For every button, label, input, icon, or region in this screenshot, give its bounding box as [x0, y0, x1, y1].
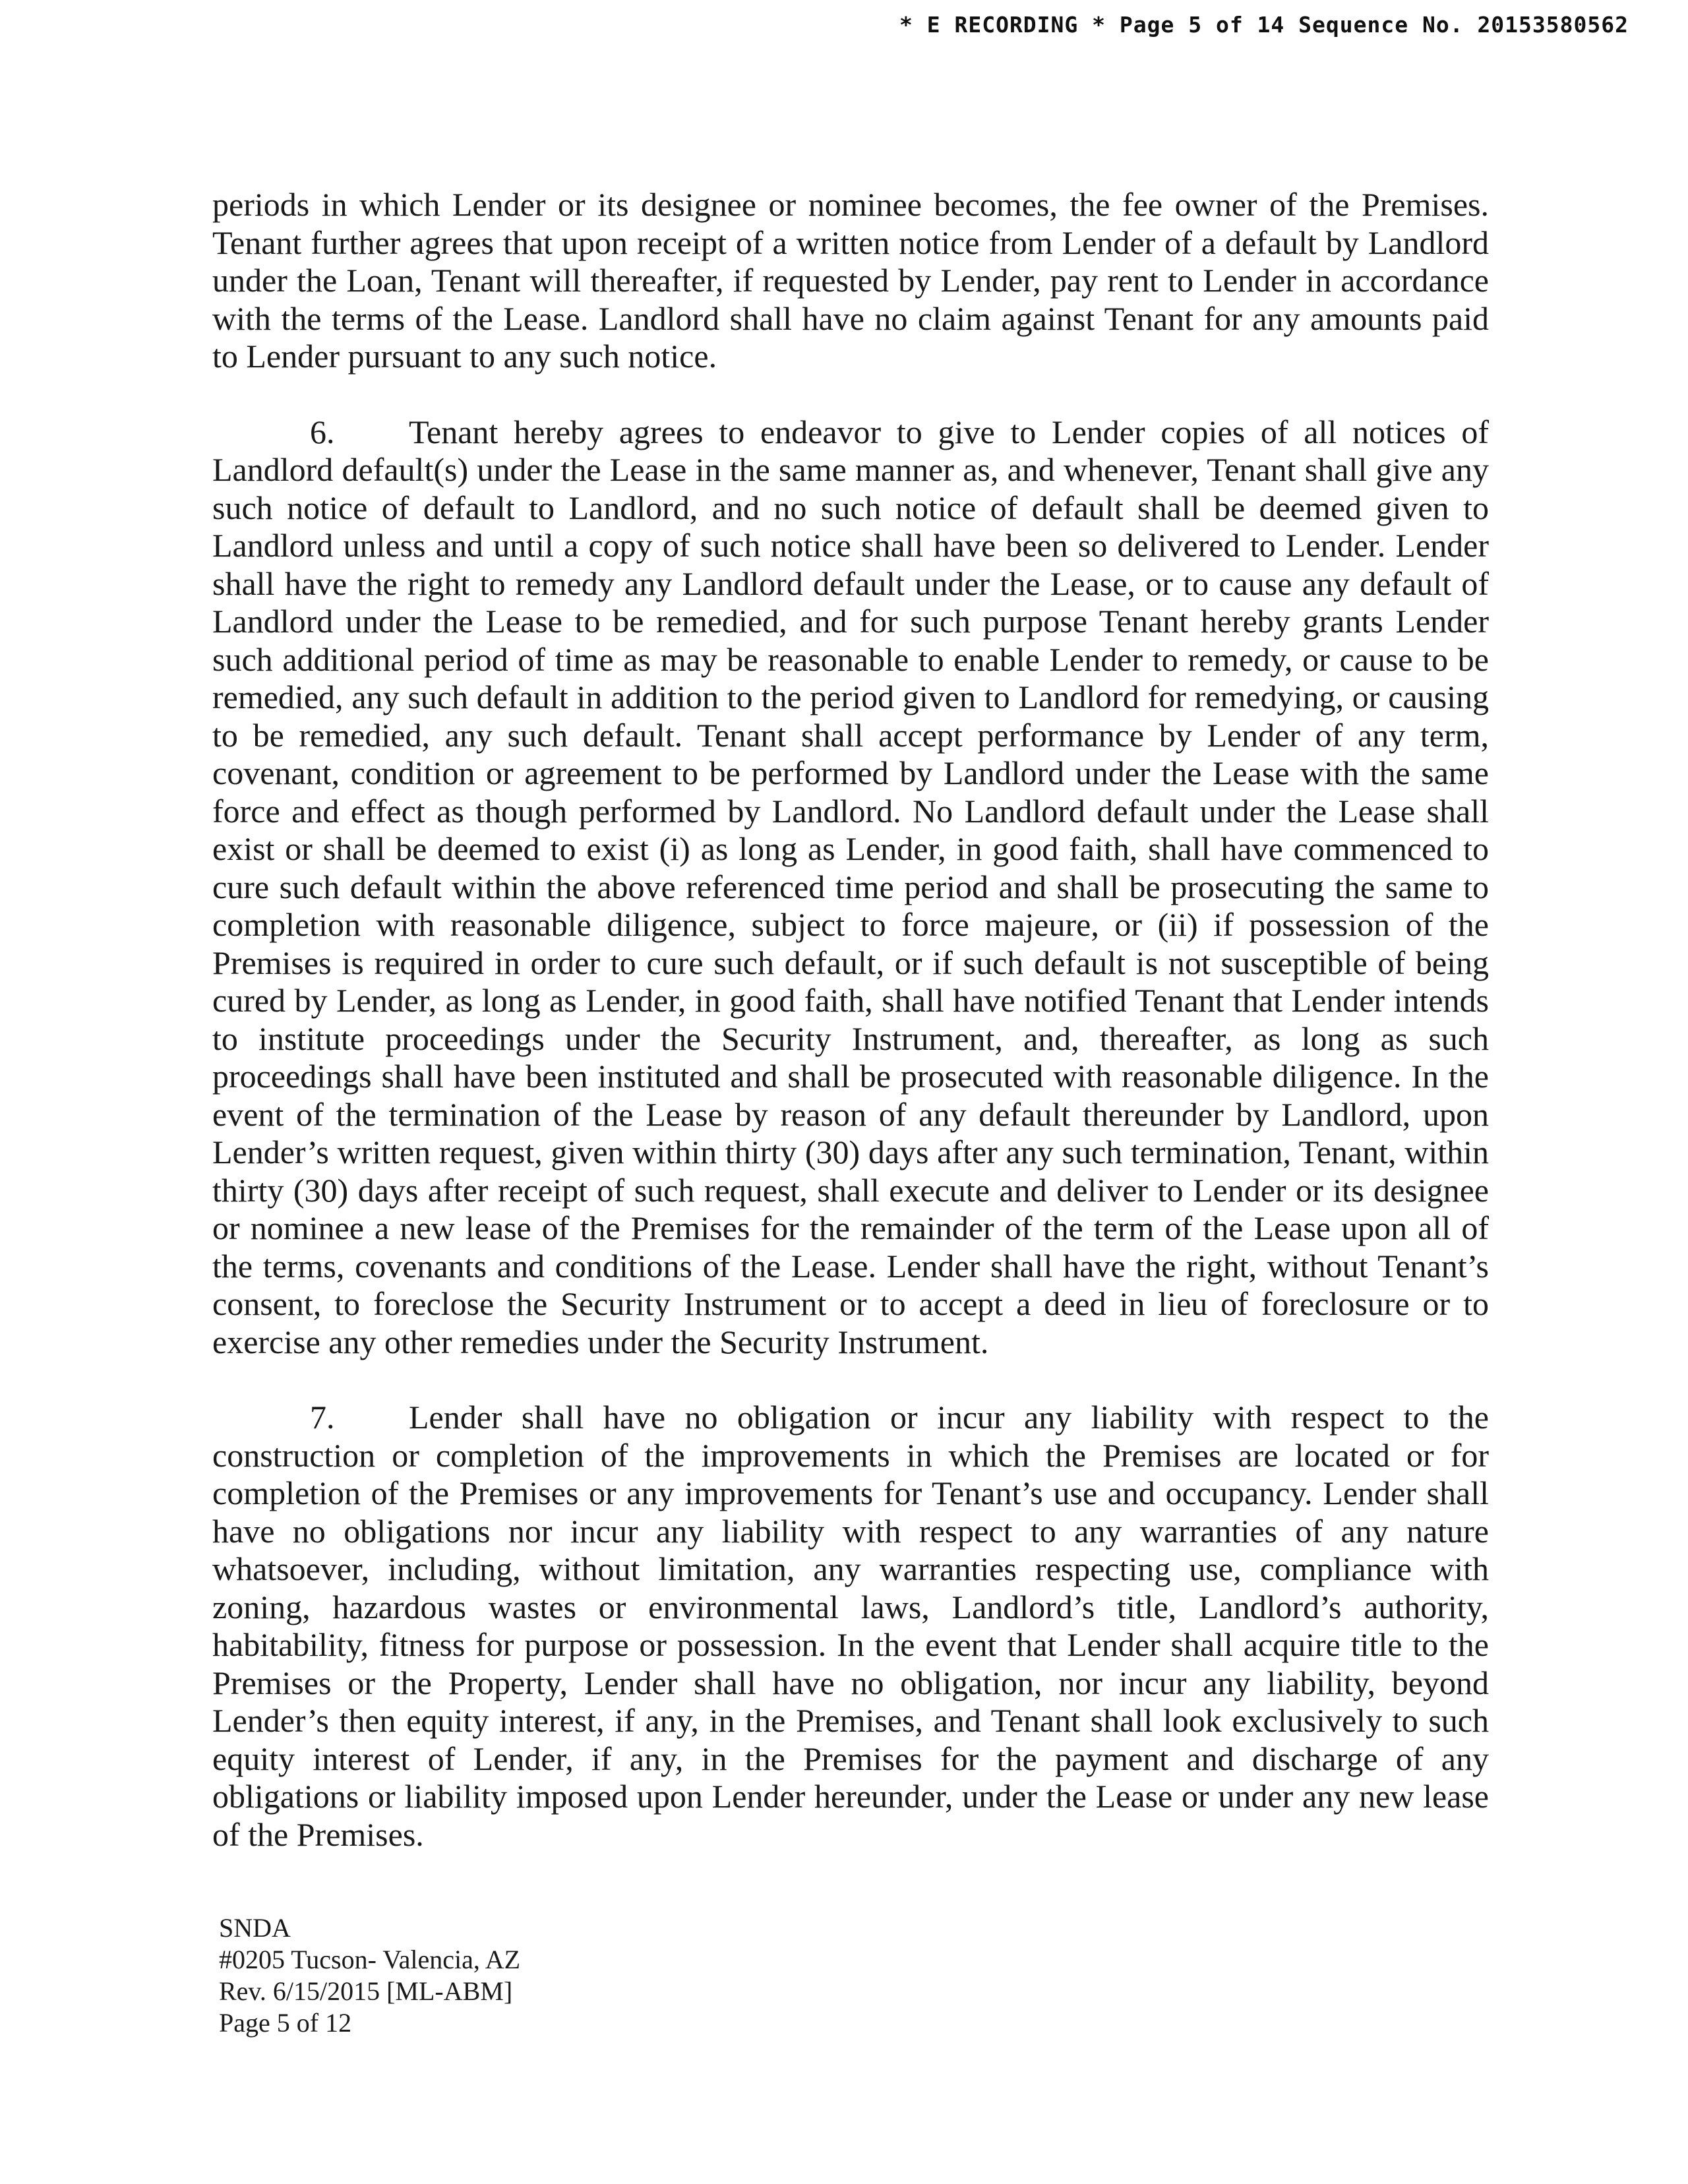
footer-revision: Rev. 6/15/2015 [ML-ABM] [219, 1976, 513, 2006]
document-body [212, 186, 1489, 1891]
footer-page-number: Page 5 of 12 [219, 2008, 352, 2038]
section-text: Lender shall have no obligation or incur any liability with respect to the construction or completion of the improvements in which the Premises are located or for completion of the Premises or any improvements for Tenant’s use and occupancy. Lender shall have no obligations nor incur any liability with respect to any warranties of any nature whatsoever, including, without limitation, any warranties respecting use, compliance with zoning, hazardous wastes or environmental laws, Landlord’s title, Landlord’s authority, habitability, fitness for purpose or possession. In the event that Lender shall acquire title to the Premises or the Property, Lender shall have no obligation, nor incur any liability, beyond Lender’s then equity interest, if any, in the Premises, and Tenant shall look exclusively to such equity interest of Lender, if any, in the Premises for the payment and discharge of any obligations or liability imposed upon Lender hereunder, under the Lease or under any new lease of the Premises. [212, 1399, 1489, 1853]
section-text: Tenant hereby agrees to endeavor to give to Lender copies of all notices of Landlord default(s) under the Lease in the same manner as, and whenever, Tenant shall give any such notice of default to Landlord, and no such notice of default shall be deemed given to Landlord unless and until a copy of such notice shall have been so delivered to Lender. Lender shall have the right to remedy any Landlord default under the Lease, or to cause any default of Landlord under the Lease to be remedied, and for such purpose Tenant hereby grants Lender such additional period of time as may be reasonable to enable Lender to remedy, or cause to be remedied, any such default in addition to the period given to Landlord for remedying, or causing to be remedied, any such default. Tenant shall accept performance by Lender of any term, covenant, condition or agreement to be performed by Landlord under the Lease with the same force and effect as though performed by Landlord. No Landlord default under the Lease shall exist or shall be deemed to exist (i) as long as Lender, in good faith, shall have commenced to cure such default within the above referenced time period and shall be prosecuting the same to completion with reasonable diligence, subject to force majeure, or (ii) if possession of the Premises is required in order to cure such default, or if such default is not susceptible of being cured by Lender, as long as Lender, in good faith, shall have notified Tenant that Lender intends to institute proceedings under the Security Instrument, and, thereafter, as long as such proceedings shall have been instituted and shall be prosecuted with reasonable diligence. In the event of the termination of the Lease by reason of any default thereunder by Landlord, upon Lender’s written request, given within thirty (30) days after any such termination, Tenant, within thirty (30) days after receipt of such request, shall execute and deliver to Lender or its designee or nominee a new lease of the Premises for the remainder of the term of the Lease upon all of the terms, covenants and conditions of the Lease. Lender shall have the right, without Tenant’s consent, to foreclose the Security Instrument or to accept a deed in lieu of foreclosure or to exercise any other remedies under the Security Instrument. [212, 413, 1489, 1360]
footer-location: #0205 Tucson- Valencia, AZ [219, 1945, 521, 1974]
section-number: 7. [310, 1399, 335, 1436]
document-footer [219, 1912, 520, 2039]
continuation-paragraph: periods in which Lender or its designee or nominee becomes, the fee owner of the Premises. Tenant further agrees that upon receipt of a written notice from Lender of a default by Landlord under the Loan, Tenant will thereafter, if requested by Lender, pay rent to Lender in accordance with the terms of the Lease. Landlord shall have no claim against Tenant for any amounts paid to Lender pursuant to any such notice. [212, 186, 1489, 375]
footer-doc-type: SNDA [219, 1913, 291, 1943]
section-7-paragraph [212, 1399, 1489, 1854]
recording-stamp: * E RECORDING * Page 5 of 14 Sequence No. 20153580562 [899, 12, 1629, 38]
section-number: 6. [310, 413, 335, 450]
section-6-paragraph [212, 413, 1489, 1362]
